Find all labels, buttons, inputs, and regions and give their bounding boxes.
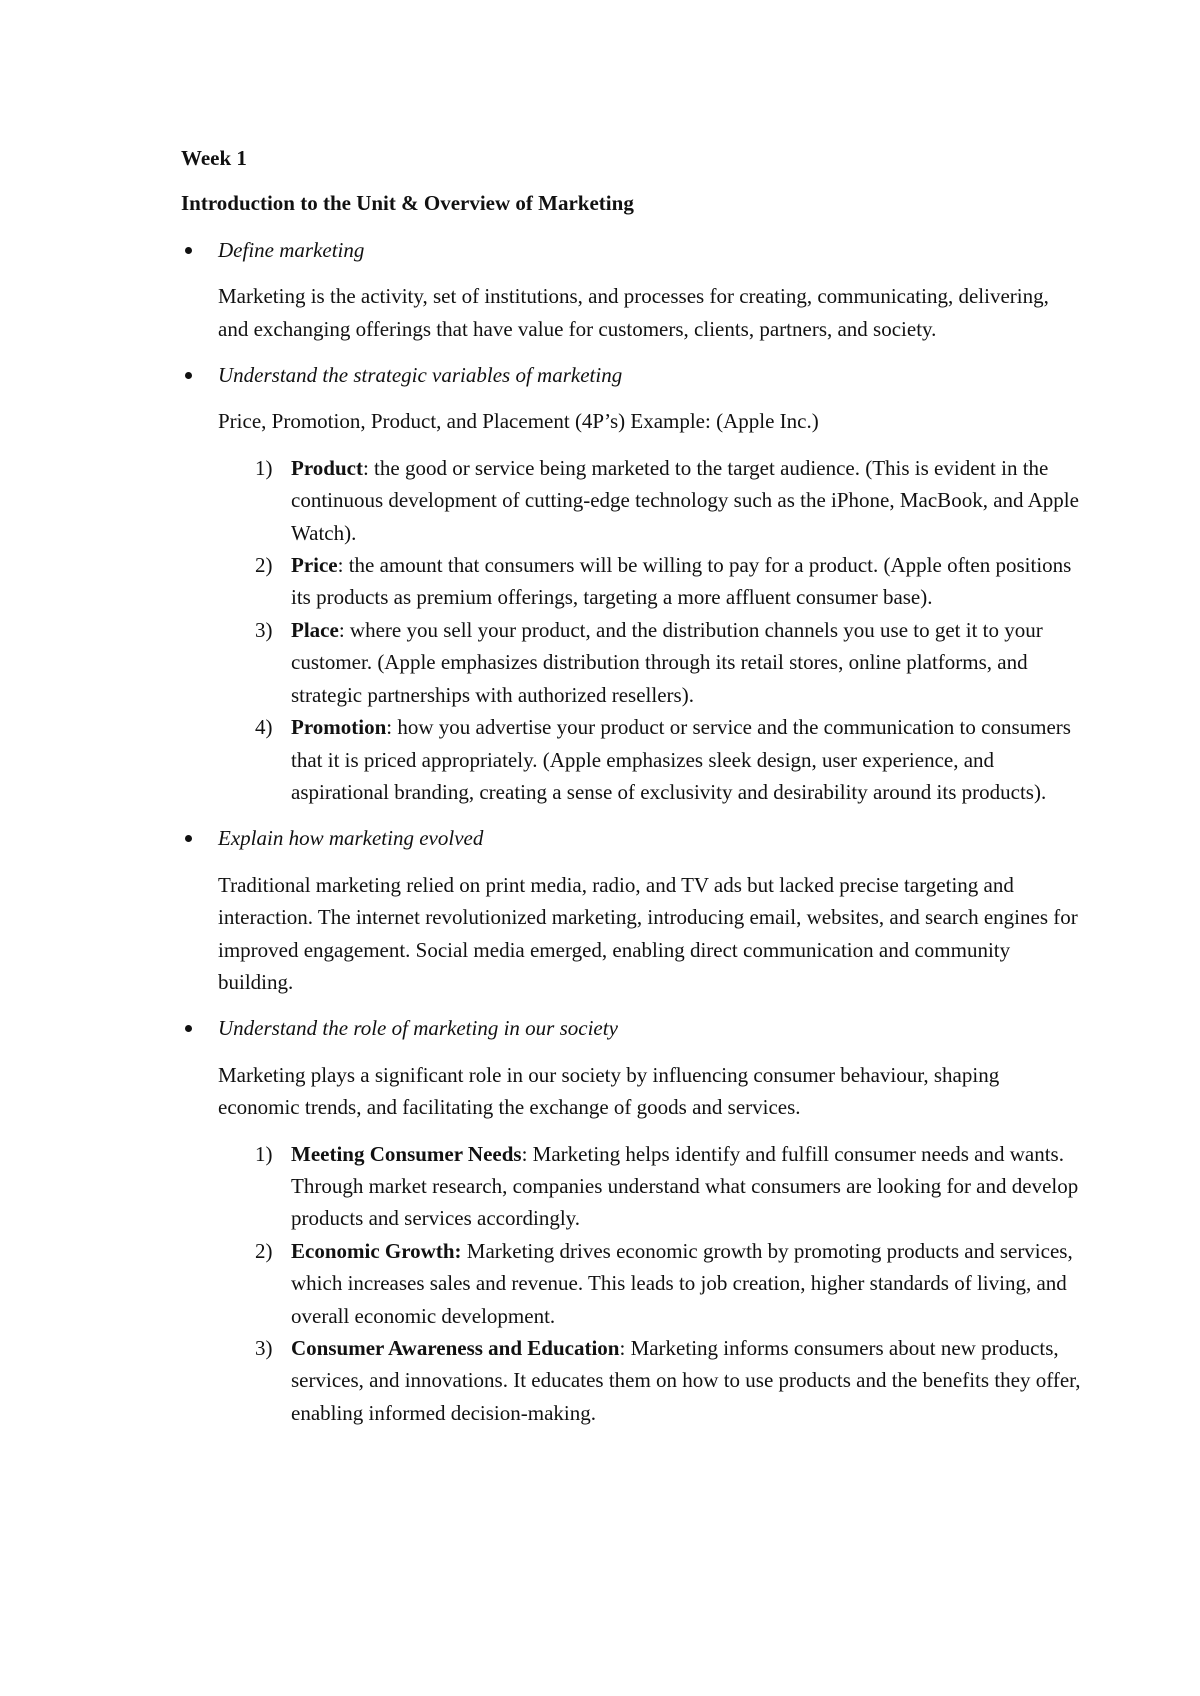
list-text: : Marketing informs consumers about new products, services, and innovations. It educates them on how to use products and the benefits they offer, enabling informed decision-making. [291, 1336, 1081, 1425]
numbered-list-4ps [181, 452, 1081, 808]
list-item [181, 711, 1081, 808]
list-term: Economic Growth: [291, 1238, 462, 1263]
list-text: : the amount that consumers will be willing to pay for a product. (Apple often positions its products as premium offerings, targeting a more affluent consumer base). [291, 553, 1072, 610]
bullet-marketing-evolved [181, 822, 1081, 854]
list-number: 1) [255, 1141, 273, 1166]
document-title: Introduction to the Unit & Overview of Marketing [181, 191, 634, 216]
bullet-dot-icon [185, 372, 192, 379]
list-term: Consumer Awareness and Education [291, 1336, 620, 1360]
paragraph: Marketing plays a significant role in our society by influencing consumer behaviour, shaping economic trends, and facilitating the exchange of goods and services. [218, 1062, 1000, 1120]
list-number: 1) [255, 455, 273, 480]
list-item [181, 1235, 1081, 1332]
list-term: Product [291, 455, 363, 480]
bullet-text: Understand the role of marketing in our society [218, 1016, 618, 1041]
list-item [181, 452, 1081, 549]
list-item [181, 614, 1081, 711]
list-term: Place [291, 617, 339, 642]
list-text: : where you sell your product, and the distribution channels you use to get it to your customer. (Apple emphasizes distribution through its retail stores, online platforms, and strategic partnerships with authorized resellers). [291, 617, 1043, 707]
list-number: 3) [255, 1336, 273, 1360]
bullet-strategic-variables [181, 359, 1081, 391]
list-item [181, 549, 1081, 614]
bullet-text: Understand the strategic variables of marketing [218, 363, 623, 388]
document-body [181, 142, 1081, 1443]
list-text: Marketing drives economic growth by promoting products and services, which increases sales and revenue. This leads to job creation, higher standards of living, and overall economic development. [291, 1238, 1073, 1328]
list-item [181, 1332, 1081, 1429]
list-number: 4) [255, 715, 273, 740]
paragraph: Price, Promotion, Product, and Placement (4P’s) Example: (Apple Inc.) [218, 409, 819, 434]
bullet-text: Define marketing [218, 237, 365, 262]
list-item [181, 1138, 1081, 1235]
bullet-define-marketing [181, 234, 1081, 266]
list-number: 3) [255, 617, 273, 642]
list-text: : how you advertise your product or service and the communication to consumers that it is priced appropriately. (Apple emphasizes sleek design, user experience, and aspirational branding, creating a sense of exclusivity and desirability around its products). [291, 715, 1071, 804]
bullet-role-in-society [181, 1012, 1081, 1044]
bullet-dot-icon [185, 247, 192, 254]
list-term: Price [291, 553, 338, 578]
bullet-dot-icon [185, 1025, 192, 1032]
list-number: 2) [255, 553, 273, 578]
paragraph: Traditional marketing relied on print media, radio, and TV ads but lacked precise targeting and interaction. The internet revolutionized marketing, introducing email, websites, and search engines for improved engagement. Social media emerged, enabling direct communication and community building. [218, 872, 1078, 994]
list-number: 2) [255, 1238, 273, 1263]
list-text: : Marketing helps identify and fulfill consumer needs and wants. Through market research, companies understand what consumers are looking for and develop products and services accordingly. [291, 1141, 1079, 1231]
paragraph: Marketing is the activity, set of institutions, and processes for creating, communicating, delivering, and exchanging offerings that have value for customers, clients, partners, and society. [218, 284, 1049, 341]
list-text: : the good or service being marketed to the target audience. (This is evident in the continuous development of cutting-edge technology such as the iPhone, MacBook, and Apple Watch). [291, 455, 1079, 545]
bullet-dot-icon [185, 835, 192, 842]
bullet-text: Explain how marketing evolved [218, 826, 484, 851]
numbered-list-society [181, 1138, 1081, 1430]
week-heading: Week 1 [181, 146, 247, 170]
list-term: Meeting Consumer Needs [291, 1141, 522, 1166]
list-term: Promotion [291, 715, 387, 740]
